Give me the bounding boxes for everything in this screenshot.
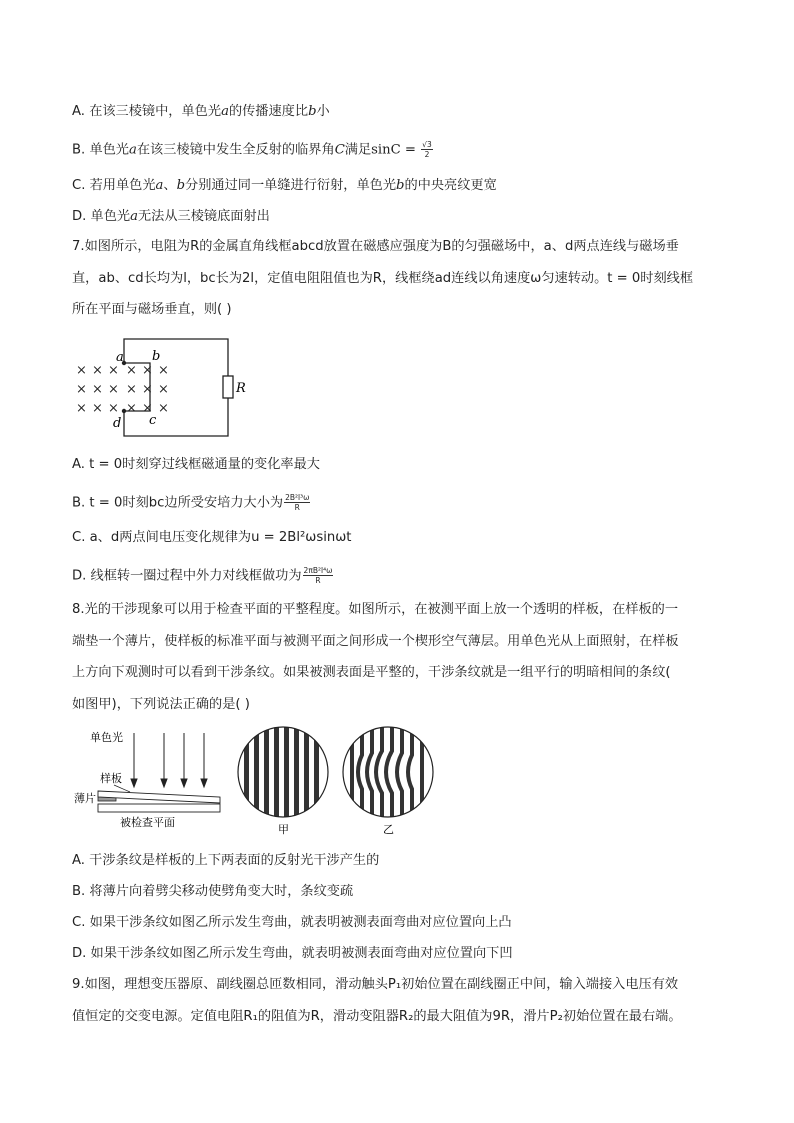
field-cross: × — [126, 363, 137, 378]
q8-interference-figure — [72, 725, 442, 840]
critical-angle-fraction: $\frac{√3}{2}$ — [422, 140, 432, 159]
q6-option-c[interactable]: C. 若用单色光a、b分别通过同一单缝进行衍射，单色光b的中央亮纹更宽 — [72, 178, 497, 193]
q9-stem: 9.如图，理想变压器原、副线圈总匝数相同，滑动触头P₁初始位置在副线圈正中间，输入端接入电压有效 值恒定的交变电源。定值电阻R₁的阻值为R，滑动变阻器R₂的最大阻值为9R，滑片P₂初始位置在最右端。 — [72, 977, 682, 1024]
tested-surface-block — [98, 804, 220, 812]
q6-option-a[interactable]: A. 在该三棱镜中，单色光a的传播速度比b小 — [72, 104, 330, 119]
q7-option-d[interactable]: D. 线框转一圈过程中外力对线框做功为 $\frac{\text{2πB²l⁴ω}}{R}$ — [72, 566, 333, 585]
field-cross: × — [142, 382, 153, 397]
q7-circuit-figure — [72, 330, 246, 440]
field-cross: × — [76, 363, 87, 378]
q8-option-d[interactable]: D. 如果干涉条纹如图乙所示发生弯曲，就表明被测表面弯曲对应位置向下凹 — [72, 946, 513, 961]
field-cross: × — [108, 382, 119, 397]
label-tested-surface: 被检查平面 — [120, 816, 175, 829]
field-cross: × — [76, 382, 87, 397]
field-cross: × — [108, 401, 119, 416]
label-c: c — [149, 413, 157, 428]
q6-option-d[interactable]: D. 单色光a无法从三棱镜底面射出 — [72, 209, 270, 224]
field-cross: × — [126, 382, 137, 397]
resistor-r — [223, 376, 233, 398]
field-cross: × — [92, 401, 103, 416]
field-cross: × — [158, 401, 169, 416]
q8-option-c[interactable]: C. 如果干涉条纹如图乙所示发生弯曲，就表明被测表面弯曲对应位置向上凸 — [72, 915, 512, 930]
label-yi: 乙 — [383, 823, 394, 836]
label-jia: 甲 — [278, 823, 289, 836]
label-a: a — [116, 350, 124, 365]
field-cross: × — [92, 382, 103, 397]
field-cross: × — [158, 363, 169, 378]
outer-circuit — [124, 339, 228, 436]
work-fraction: $\frac{\text{2πB²l⁴ω}}{R}$ — [303, 566, 333, 585]
q7-stem: 7.如图所示，电阻为R的金属直角线框abcd放置在磁感应强度为B的匀强磁场中，a、d两点连线与磁场垂 直，ab、cd长均为l，bc长为2l，定值电阻阻值也为R，线框绕ad连线以角速度ω匀速转动。t = 0时刻线框 所在平面与磁场垂直，则( ) — [72, 239, 694, 317]
field-cross: × — [92, 363, 103, 378]
q8-option-b[interactable]: B. 将薄片向着劈尖移动使劈角变大时，条纹变疏 — [72, 884, 354, 899]
label-d: d — [113, 416, 122, 431]
field-cross: × — [158, 382, 169, 397]
q7-option-a[interactable]: A. t = 0时刻穿过线框磁通量的变化率最大 — [72, 457, 320, 472]
q6-option-b[interactable]: B. 单色光a在该三棱镜中发生全反射的临界角C满足sinC = $\frac{√3}{2}$ — [72, 140, 432, 159]
q7-option-c[interactable]: C. a、d两点间电压变化规律为u = 2Bl²ωsinωt — [72, 530, 352, 545]
label-thin-shim: 薄片 — [74, 792, 96, 805]
field-cross: × — [76, 401, 87, 416]
field-cross: × — [126, 401, 137, 416]
label-sample-plate: 样板 — [100, 772, 122, 785]
field-cross: × — [108, 363, 119, 378]
label-monochromatic-light: 单色光 — [90, 731, 123, 744]
field-cross: × — [142, 401, 153, 416]
q8-stem: 8.光的干涉现象可以用于检查平面的平整程度。如图所示，在被测平面上放一个透明的样板，在样板的一 端垫一个薄片，使样板的标准平面与被测平面之间形成一个楔形空气薄层。用单色光从上面照射，在样板 上方向下观测时可以看到干涉条纹。如果被测表面是平整的，干涉条纹就是一组平行的明暗相间的条纹( 如图甲)，下列说法正确的是( ) — [72, 602, 679, 712]
label-r: R — [236, 381, 246, 396]
ampere-force-fraction: $\frac{\text{2B²l³ω}}{R}$ — [285, 493, 310, 512]
magnetic-field-crosses — [76, 363, 169, 416]
light-rays — [131, 733, 207, 787]
label-b: b — [152, 349, 161, 364]
field-cross: × — [142, 363, 153, 378]
q7-option-b[interactable]: B. t = 0时刻bc边所受安培力大小为 $\frac{\text{2B²l³ω}}{R}$ — [72, 493, 310, 512]
q8-option-a[interactable]: A. 干涉条纹是样板的上下两表面的反射光干涉产生的 — [72, 853, 380, 868]
